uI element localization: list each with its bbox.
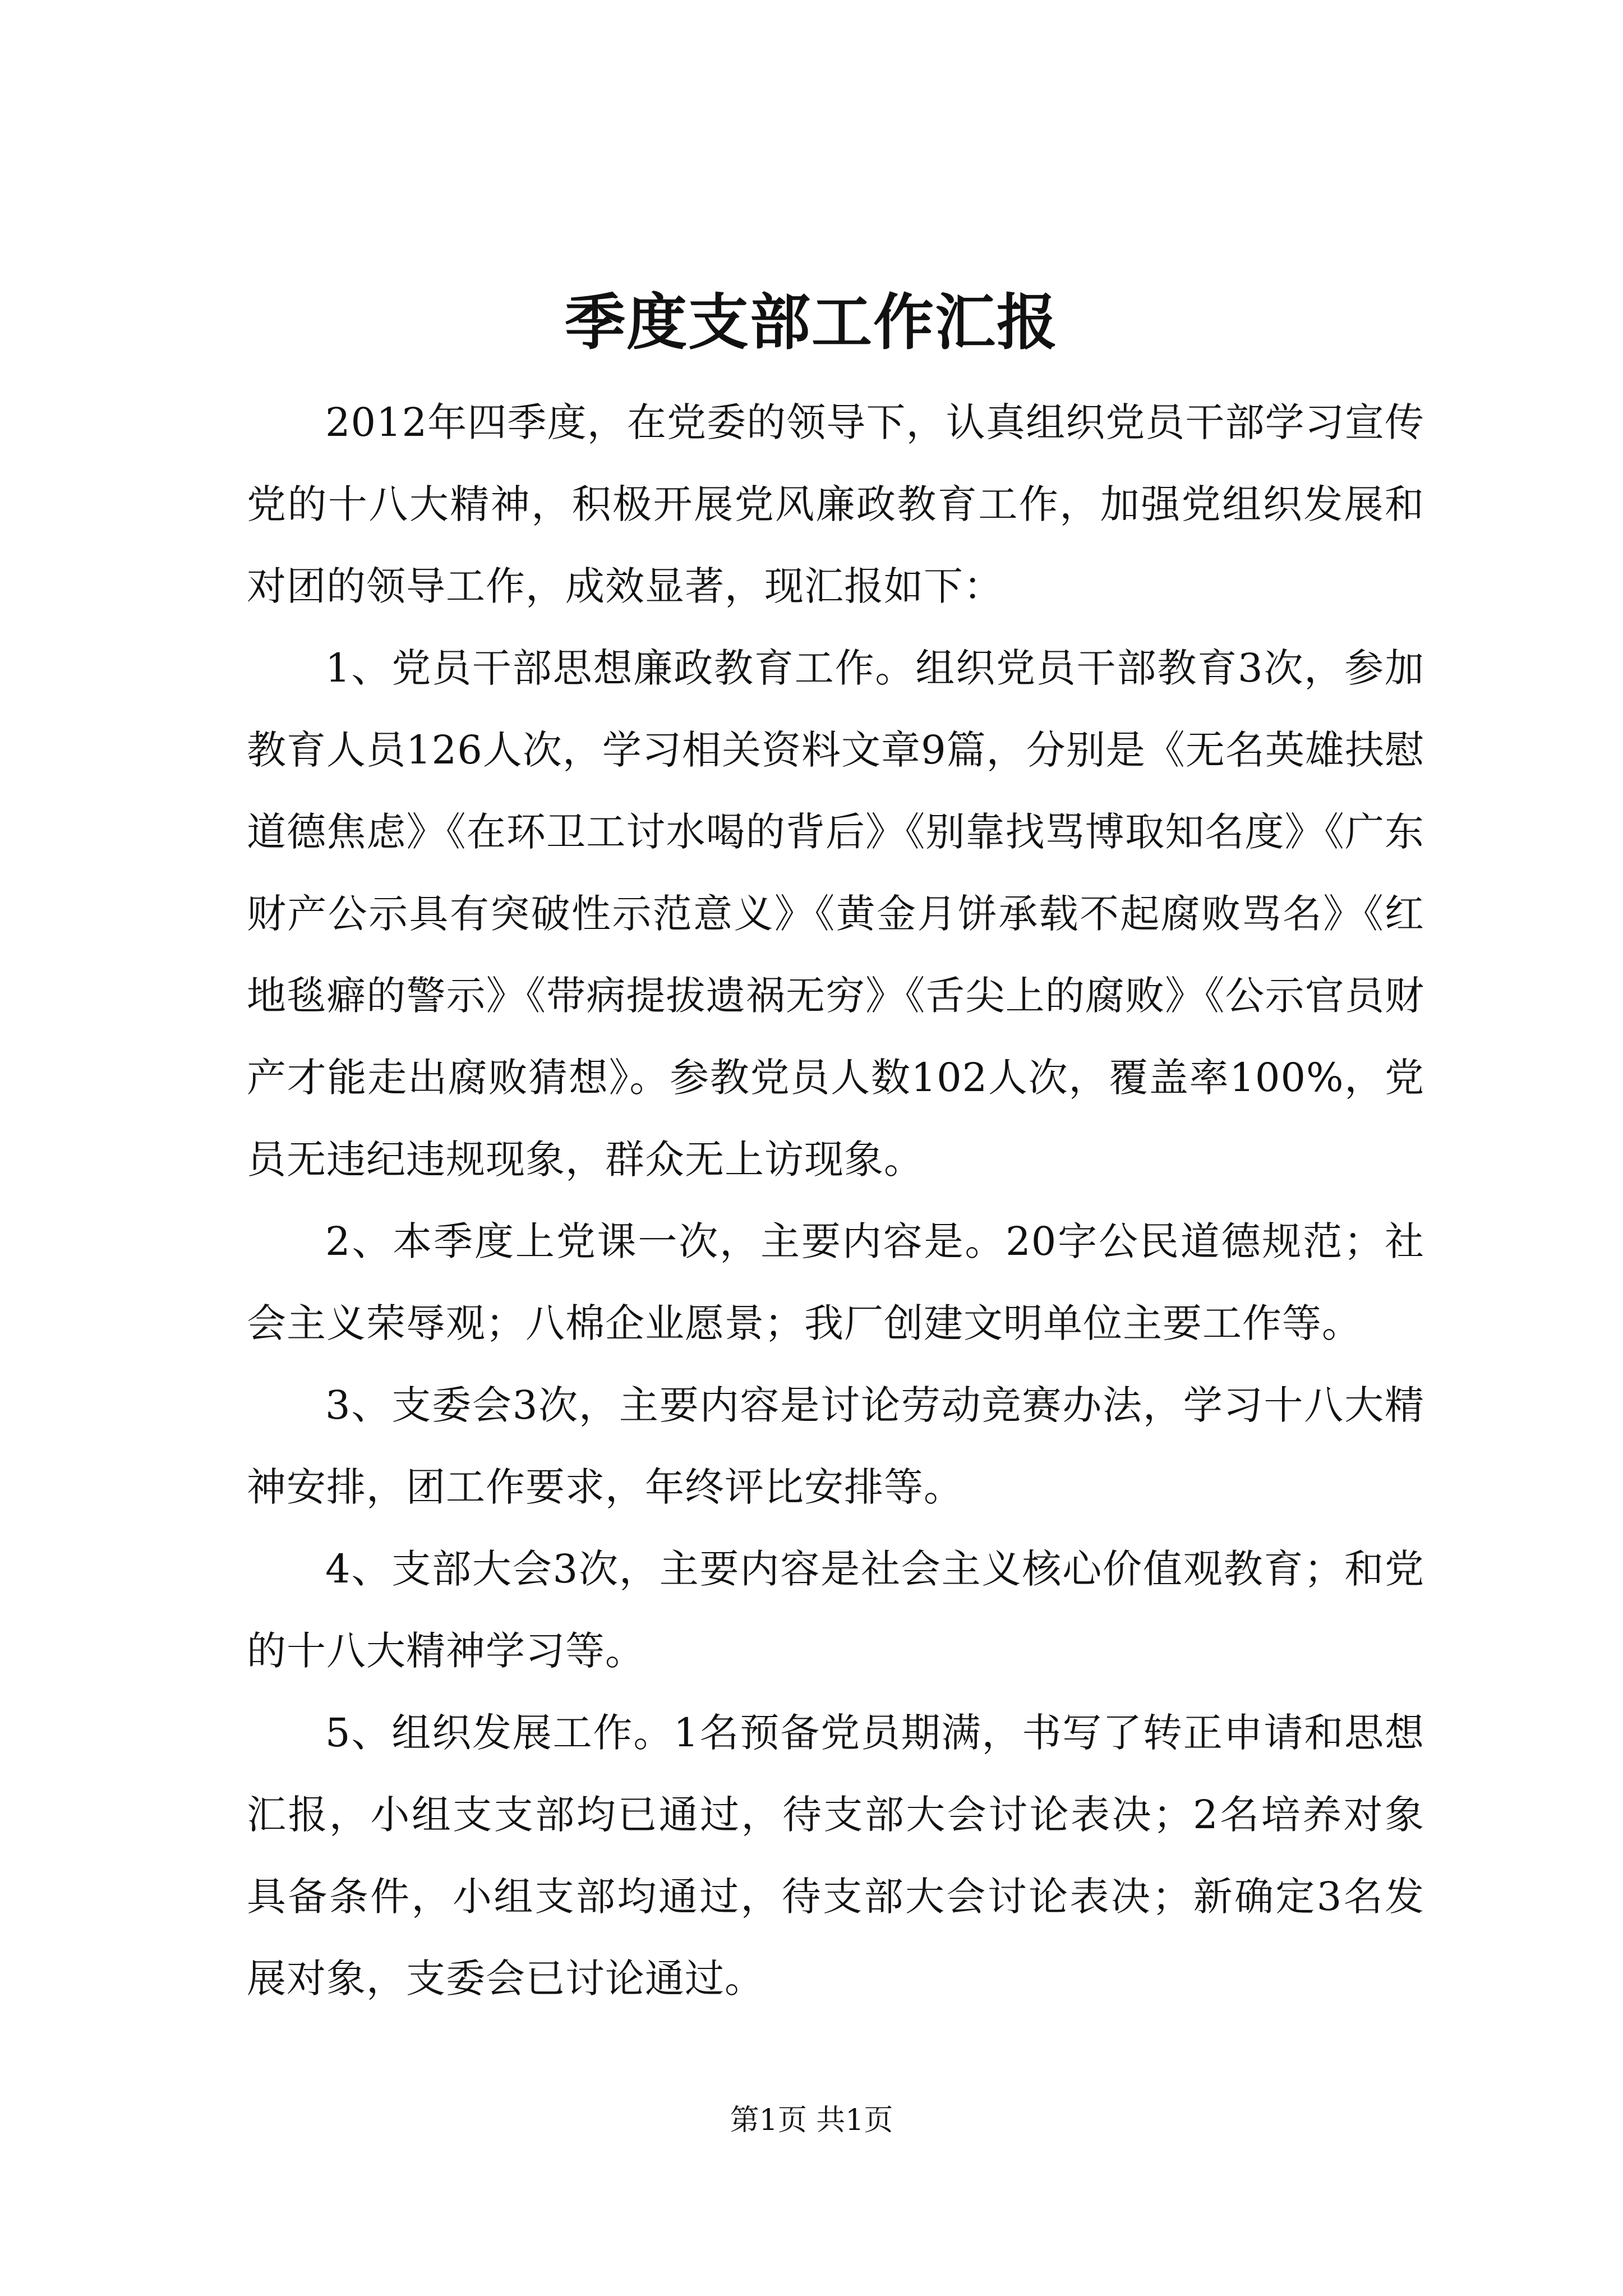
paragraph-item-3: 3、支委会3次，主要内容是讨论劳动竞赛办法，学习十八大精神安排，团工作要求，年终评比安排等。 xyxy=(247,1382,1424,1510)
paragraph-item-4: 4、支部大会3次，主要内容是社会主义核心价值观教育；和党的十八大精神学习等。 xyxy=(247,1546,1424,1674)
document-body xyxy=(247,381,1424,2019)
paragraph-intro: 2012年四季度，在党委的领导下，认真组织党员干部学习宣传党的十八大精神，积极开展党风廉政教育工作，加强党组织发展和对团的领导工作，成效显著，现汇报如下： xyxy=(247,399,1424,609)
document-title: 季度支部工作汇报 xyxy=(564,287,1058,358)
page-footer: 第1页 共1页 xyxy=(730,2104,893,2137)
paragraph-item-2: 2、本季度上党课一次，主要内容是。20字公民道德规范；社会主义荣辱观；八棉企业愿景；我厂创建文明单位主要工作等。 xyxy=(247,1218,1424,1346)
paragraph-item-1: 1、党员干部思想廉政教育工作。组织党员干部教育3次，参加教育人员126人次，学习相关资料文章9篇，分别是《无名英雄扶慰道德焦虑》《在环卫工讨水喝的背后》《别靠找骂博取知名度》《广东财产公示具有突破性示范意义》《黄金月饼承载不起腐败骂名》《红地毯癖的警示》《带病提拔遗祸无穷》《舌尖上的腐败》《公示官员财产才能走出腐败猜想》。参教党员人数102人次，覆盖率100%，党员无违纪违规现象，群众无上访现象。 xyxy=(247,645,1424,1182)
paragraph-item-5: 5、组织发展工作。1名预备党员期满，书写了转正申请和思想汇报，小组支支部均已通过，待支部大会讨论表决；2名培养对象具备条件，小组支部均通过，待支部大会讨论表决；新确定3名发展对象，支委会已讨论通过。 xyxy=(247,1710,1424,2001)
